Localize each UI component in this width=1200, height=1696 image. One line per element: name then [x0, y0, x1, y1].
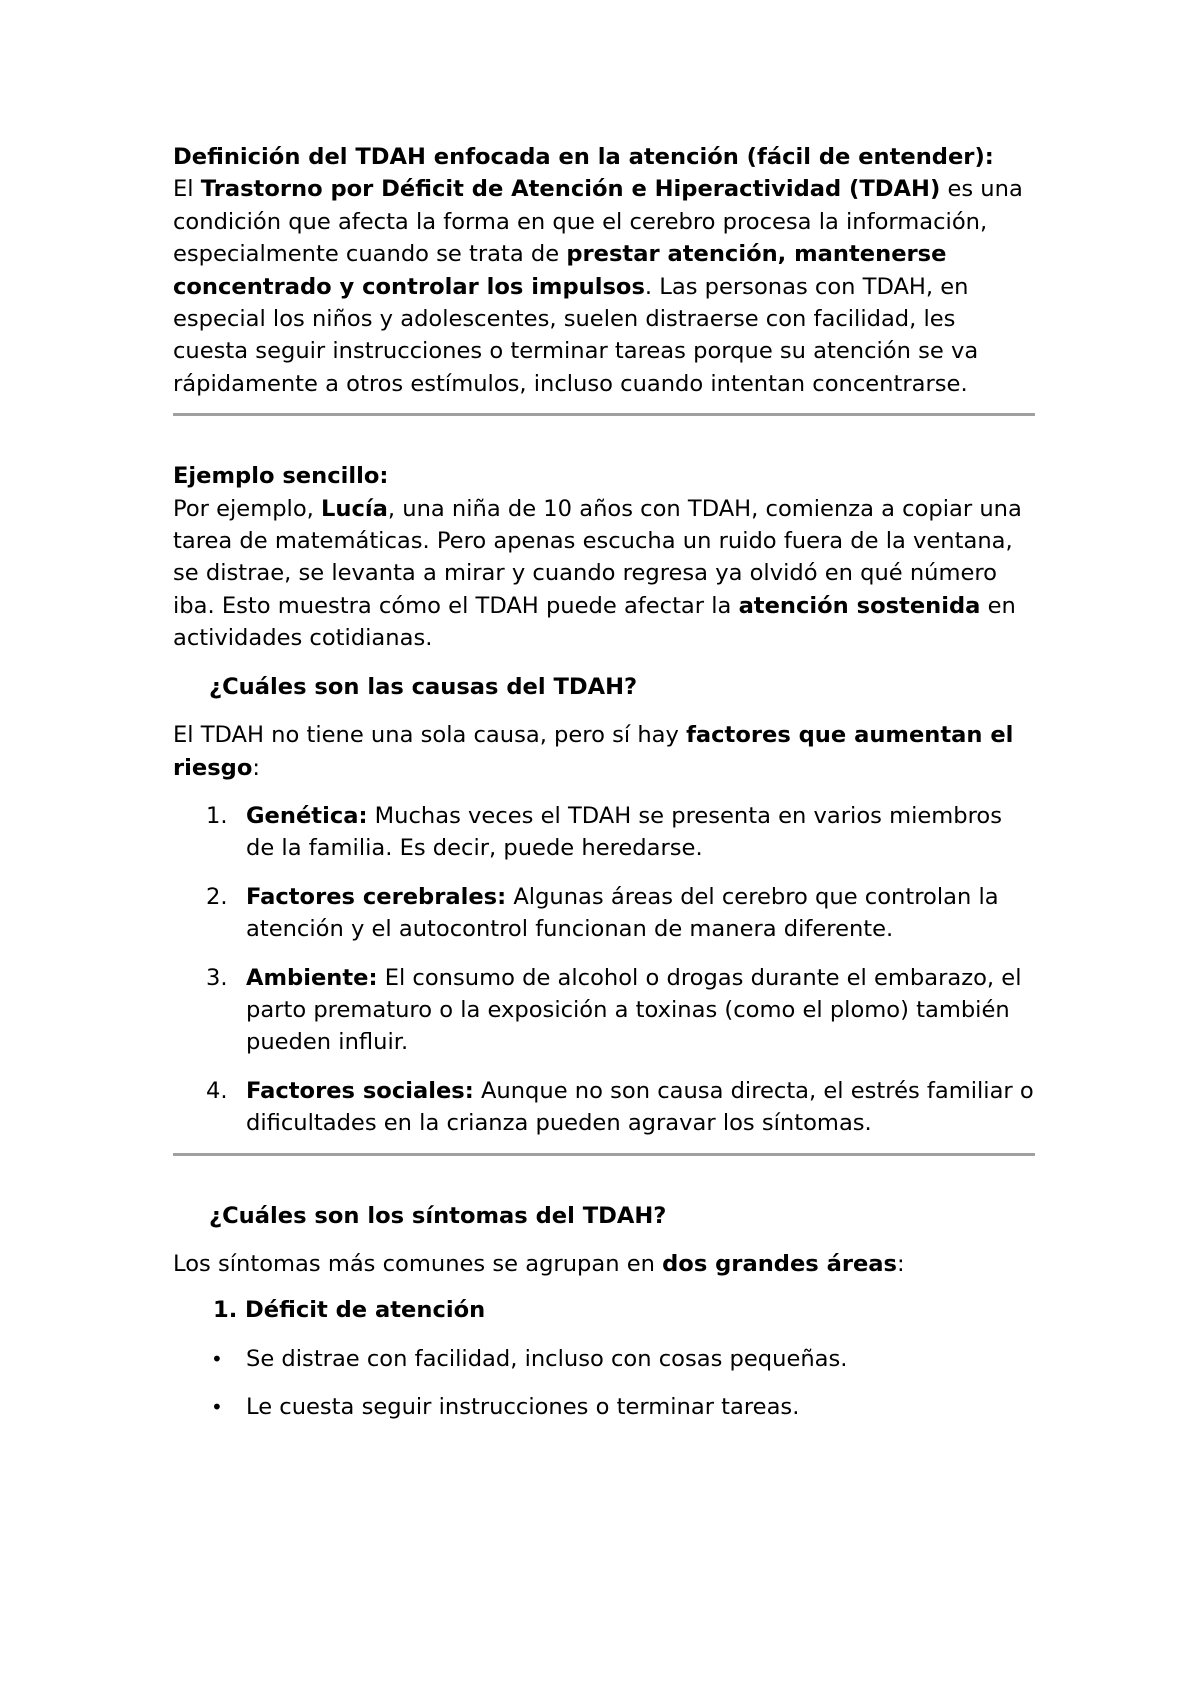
causes-intro [173, 719, 1035, 784]
text-run: El [173, 176, 201, 203]
list-item-title: Factores cerebrales: [246, 883, 507, 910]
list-number: 4. [206, 1077, 228, 1104]
list-number: 2. [206, 883, 228, 910]
bold-term: atención sostenida [738, 592, 981, 619]
text-run: en actividades cotidianas. [173, 592, 1016, 652]
list-item [173, 1075, 1035, 1140]
list-number: 1. [206, 802, 228, 829]
document-content [173, 141, 1035, 1440]
definition-heading [173, 141, 1035, 173]
list-item-text: Se distrae con facilidad, incluso con cosas pequeñas. [246, 1345, 848, 1372]
bold-term: Lucía [321, 495, 388, 522]
bold-term: dos grandes áreas [662, 1250, 897, 1277]
list-number: 1. [213, 1297, 238, 1324]
list-item [173, 1391, 1035, 1423]
symptoms-list [173, 1343, 1035, 1424]
list-item [173, 881, 1035, 946]
text-run: , una niña de 10 años con TDAH, comienza a copiar una tarea de matemáticas. Pero apenas escucha un ruido fuera de la ventana, se distrae, se levanta a mirar y cuando regresa ya olvidó en qué número iba. Esto muestra cómo el TDAH puede afectar la [173, 495, 1022, 619]
bullet-icon: • [211, 1395, 223, 1420]
list-number: 3. [206, 964, 228, 991]
symptoms-heading: ¿Cuáles son los síntomas del TDAH? [209, 1202, 667, 1229]
list-item [173, 1343, 1035, 1375]
text-run: : [252, 754, 260, 781]
list-item-text: Aunque no son causa directa, el estrés familiar o dificultades en la crianza pueden agravar los síntomas. [246, 1077, 1034, 1137]
list-item-text: Muchas veces el TDAH se presenta en varios miembros de la familia. Es decir, puede heredarse. [246, 802, 1003, 862]
definition-heading-text: Definición del TDAH enfocada en la atención (fácil de entender): [173, 144, 994, 170]
example-paragraph [173, 493, 1035, 655]
list-item [173, 962, 1035, 1059]
text-run: Los síntomas más comunes se agrupan en [173, 1250, 663, 1277]
text-run: El TDAH no tiene una sola causa, pero sí hay [173, 722, 687, 749]
list-item-text: El consumo de alcohol o drogas durante el embarazo, el parto prematuro o la exposición a toxinas (como el plomo) también pueden influir. [246, 964, 1022, 1056]
text-run: Por ejemplo, [173, 495, 322, 522]
definition-paragraph [173, 173, 1035, 400]
list-item-title: Factores sociales: [246, 1077, 474, 1104]
text-run: es una condición que afecta la forma en que el cerebro procesa la información, especialmente cuando se trata de [173, 176, 1023, 268]
causes-list [173, 800, 1035, 1140]
bold-term: prestar atención, mantenerse concentrado y controlar los impulsos [173, 241, 947, 300]
text-run: : [897, 1250, 905, 1277]
bold-term: factores que aumentan el riesgo [173, 722, 1014, 781]
example-heading-text: Ejemplo sencillo: [173, 463, 389, 490]
area-heading [173, 1294, 1035, 1326]
symptoms-intro [173, 1248, 1035, 1280]
area-heading-text: Déficit de atención [245, 1297, 486, 1324]
example-heading [173, 460, 1035, 492]
list-item-title: Ambiente: [246, 964, 378, 991]
bold-term: Trastorno por Déficit de Atención e Hiperactividad (TDAH) [200, 176, 941, 203]
bullet-icon: • [211, 1346, 223, 1371]
list-item-title: Genética: [246, 802, 368, 829]
list-item-text: Le cuesta seguir instrucciones o terminar tareas. [246, 1394, 800, 1421]
list-item-text: Algunas áreas del cerebro que controlan la atención y el autocontrol funcionan de manera diferente. [246, 883, 999, 943]
text-run: . Las personas con TDAH, en especial los niños y adolescentes, suelen distraerse con facilidad, les cuesta seguir instrucciones o terminar tareas porque su atención se va rápidamente a otros estímulos, incluso cuando intentan concentrarse. [173, 273, 979, 397]
list-item [173, 800, 1035, 865]
causes-heading: ¿Cuáles son las causas del TDAH? [209, 673, 638, 700]
